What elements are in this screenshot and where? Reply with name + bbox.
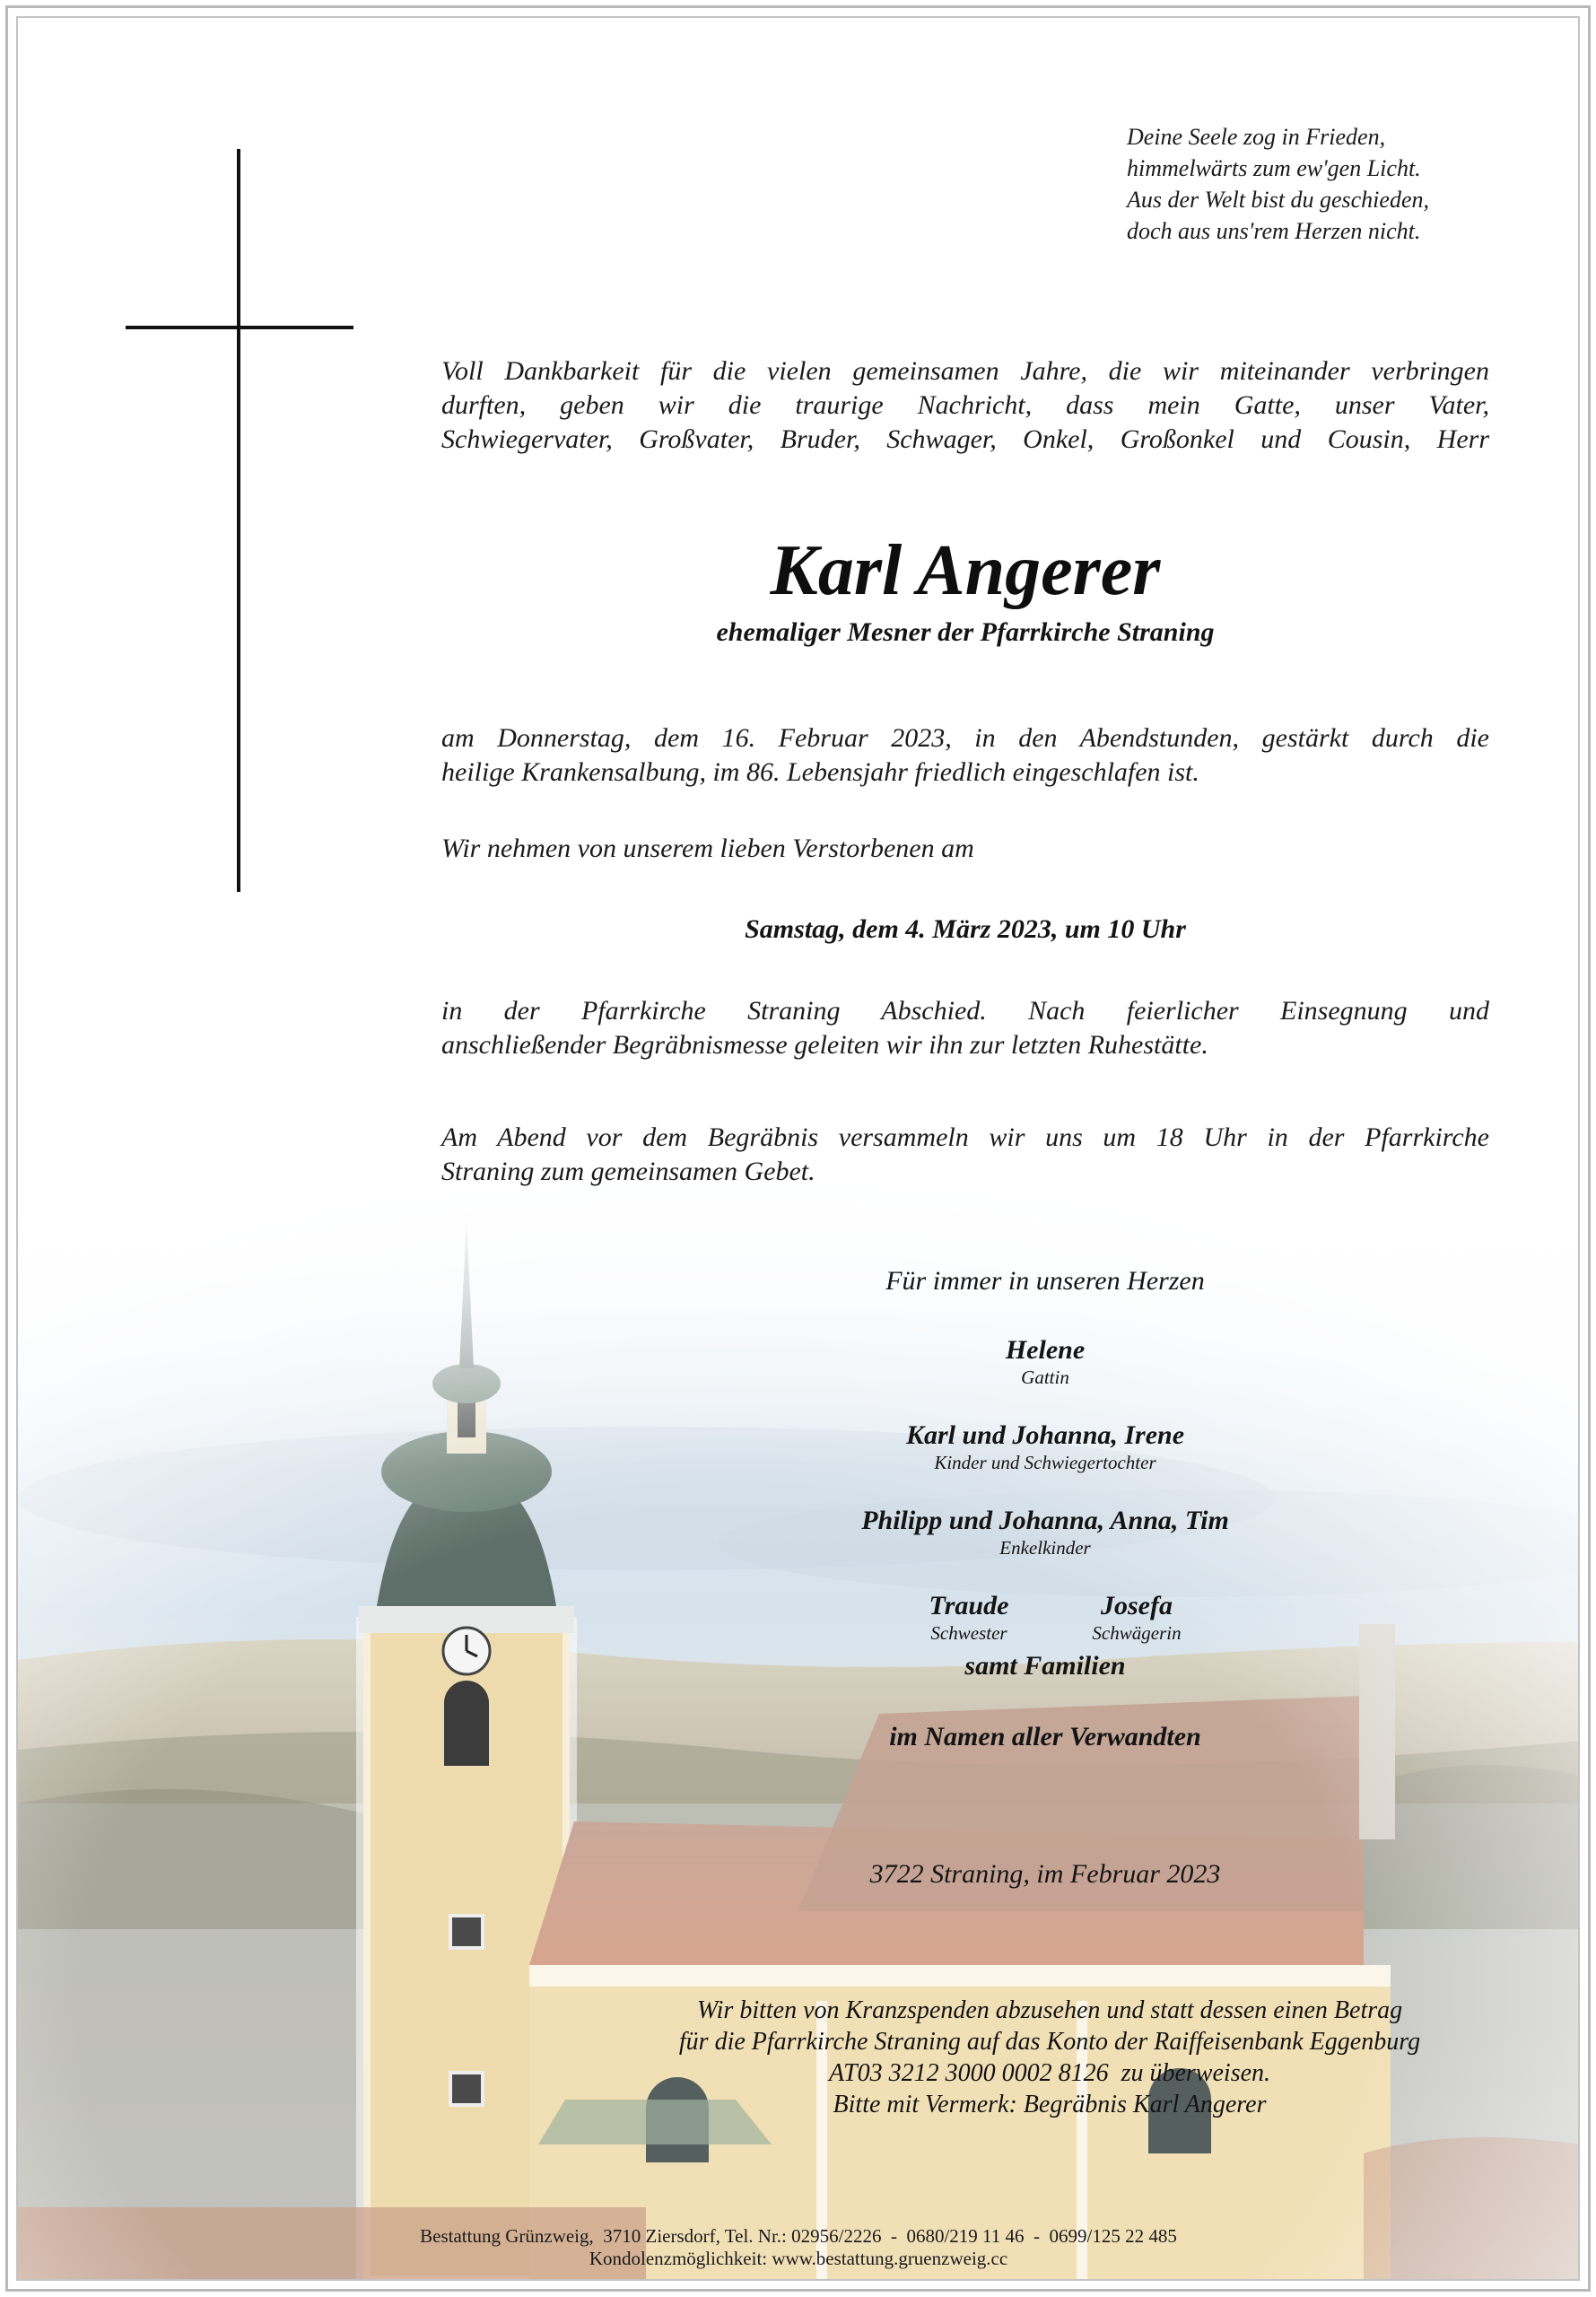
mourner-name: Helene bbox=[1005, 1335, 1086, 1365]
footer-condolence: Kondolenzmöglichkeit: www.bestattung.gruenzweig.cc bbox=[589, 2248, 1008, 2269]
ceremony-line: in der Pfarrkirche Straning Abschied. Nach feierlicher Einsegnung und bbox=[441, 996, 1489, 1026]
ceremony-paragraph bbox=[441, 994, 1489, 1062]
with-families: samt Familien bbox=[964, 1651, 1126, 1681]
mourner-relation: Gattin bbox=[1021, 1367, 1069, 1388]
deceased-role: ehemaliger Mesner der Pfarrkirche Straning bbox=[716, 617, 1215, 647]
sibling-name: Josefa bbox=[1101, 1591, 1173, 1620]
mourners-intro: Für immer in unseren Herzen bbox=[885, 1266, 1205, 1296]
poem-line: Deine Seele zog in Frieden, bbox=[1127, 124, 1386, 150]
evening-prayer-paragraph bbox=[441, 1121, 1489, 1189]
donation-line: AT03 3212 3000 0002 8126 zu überweisen. bbox=[828, 2059, 1271, 2087]
death-notice-line: am Donnerstag, dem 16. Februar 2023, in den Abendstunden, gestärkt durch die bbox=[441, 723, 1489, 753]
poem bbox=[1127, 121, 1504, 247]
service-date: Samstag, dem 4. März 2023, um 10 Uhr bbox=[745, 914, 1186, 944]
poem-line: Aus der Welt bist du geschieden, bbox=[1127, 187, 1429, 213]
mourner-group bbox=[789, 1335, 1301, 1389]
donation-request bbox=[592, 1995, 1507, 2120]
mourner-relation: Kinder und Schwiegertochter bbox=[934, 1452, 1156, 1473]
intro-line: Schwiegervater, Großvater, Bruder, Schwager, Onkel, Großonkel und Cousin, Herr bbox=[441, 424, 1489, 454]
deceased-name: Karl Angerer bbox=[770, 531, 1161, 610]
cross-vertical-bar bbox=[237, 149, 240, 892]
sibling-relation: Schwägerin bbox=[1092, 1622, 1182, 1644]
mourner-group bbox=[789, 1506, 1301, 1559]
mourner-name: Karl und Johanna, Irene bbox=[905, 1420, 1185, 1450]
poem-line: doch aus uns'rem Herzen nicht. bbox=[1127, 218, 1421, 244]
poem-line: himmelwärts zum ew'gen Licht. bbox=[1127, 155, 1421, 181]
sibling-relation: Schwester bbox=[930, 1622, 1007, 1644]
intro-line: durften, geben wir die traurige Nachricht, dass mein Gatte, unser Vater, bbox=[441, 390, 1489, 420]
sibling-entry bbox=[1056, 1591, 1217, 1645]
evening-prayer-line: Straning zum gemeinsamen Gebet. bbox=[441, 1157, 815, 1186]
mourner-relation: Enkelkinder bbox=[999, 1537, 1091, 1559]
death-notice-paragraph bbox=[441, 721, 1489, 790]
footer-contact: Bestattung Grünzweig, 3710 Ziersdorf, Tel. Nr.: 02956/2226 - 0680/219 11 46 - 0699/125 22 485 bbox=[420, 2225, 1177, 2247]
intro-line: Voll Dankbarkeit für die vielen gemeinsamen Jahre, die wir miteinander verbringen bbox=[441, 356, 1489, 386]
mourner-name: Philipp und Johanna, Anna, Tim bbox=[861, 1506, 1229, 1535]
ceremony-line: anschließender Begräbnismesse geleiten wir ihn zur letzten Ruhestätte. bbox=[441, 1030, 1208, 1060]
cross-horizontal-bar bbox=[126, 326, 353, 329]
donation-line: Wir bitten von Kranzspenden abzusehen und statt dessen einen Betrag bbox=[696, 1996, 1403, 2024]
sibling-name: Traude bbox=[929, 1591, 1009, 1620]
mourner-group bbox=[789, 1420, 1301, 1474]
sibling-entry bbox=[888, 1591, 1050, 1645]
intro-paragraph bbox=[441, 354, 1489, 457]
farewell-intro: Wir nehmen von unserem lieben Verstorbenen am bbox=[441, 834, 974, 863]
place-and-date: 3722 Straning, im Februar 2023 bbox=[869, 1859, 1221, 1889]
on-behalf-of-relatives: im Namen aller Verwandten bbox=[889, 1722, 1201, 1751]
donation-line: Bitte mit Vermerk: Begräbnis Karl Angerer bbox=[833, 2091, 1267, 2118]
donation-line: für die Pfarrkirche Straning auf das Konto der Raiffeisenbank Eggenburg bbox=[678, 2028, 1421, 2056]
evening-prayer-line: Am Abend vor dem Begräbnis versammeln wir uns um 18 Uhr in der Pfarrkirche bbox=[441, 1122, 1489, 1152]
death-notice-line: heilige Krankensalbung, im 86. Lebensjahr friedlich eingeschlafen ist. bbox=[441, 757, 1199, 787]
footer-undertaker bbox=[341, 2225, 1256, 2270]
